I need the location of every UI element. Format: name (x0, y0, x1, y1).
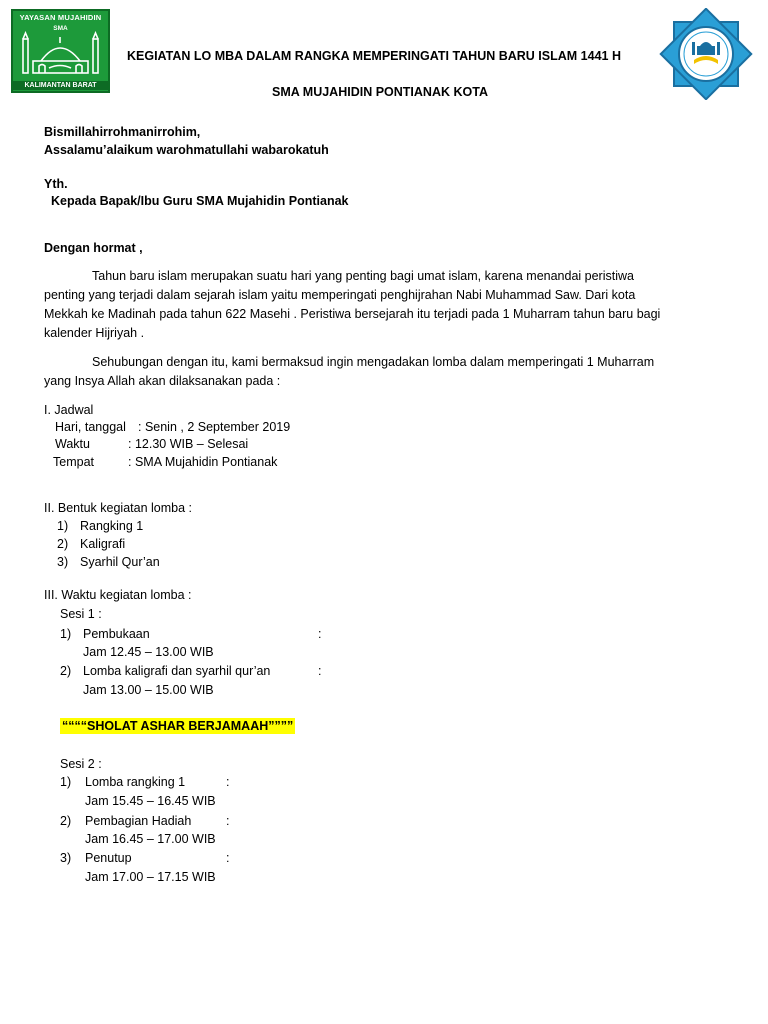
schedule-item: Pembagian Hadiah (85, 814, 192, 828)
list-item: Rangking 1 (80, 519, 144, 533)
salutation: Dengan hormat , (44, 241, 143, 255)
jadwal-label: Hari, tanggal (55, 420, 126, 434)
schedule-item: Penutup (85, 851, 132, 865)
jadwal-label: Waktu (55, 437, 90, 451)
jadwal-label: Tempat (53, 455, 94, 469)
paragraph-line: penting yang terjadi dalam sejarah islam yaitu memperingati penghijrahan Nabi Muhammad Saw. Dari kota (44, 288, 636, 302)
schedule-time: Jam 12.45 – 13.00 WIB (83, 645, 214, 659)
bentuk-heading: II. Bentuk kegiatan lomba : (44, 501, 193, 515)
list-item: Syarhil Qur’an (80, 555, 160, 569)
jadwal-value: : 12.30 WIB – Selesai (128, 437, 249, 451)
paragraph-line: Mekkah ke Madinah pada tahun 622 Masehi . Peristiwa bersejarah itu terjadi pada 1 Muharram tahun baru bagi (44, 307, 661, 321)
star-emblem-icon (656, 8, 756, 100)
list-number: 1) (57, 519, 69, 533)
sholat-highlight-text: ““““SHOLAT ASHAR BERJAMAAH”””” (62, 719, 294, 733)
schedule-item: Pembukaan (83, 627, 150, 641)
recipient-line: Kepada Bapak/Ibu Guru SMA Mujahidin Pontianak (51, 194, 349, 208)
sesi-label: Sesi 2 : (60, 757, 102, 771)
paragraph-line: Tahun baru islam merupakan suatu hari yang penting bagi umat islam, karena menandai peristiwa (92, 269, 634, 283)
waktu-heading: III. Waktu kegiatan lomba : (44, 588, 192, 602)
schedule-time: Jam 17.00 – 17.15 WIB (85, 870, 216, 884)
schedule-colon: : (226, 775, 230, 789)
list-number: 3) (60, 851, 72, 865)
schedule-colon: : (226, 851, 230, 865)
logo-top-text: YAYASAN MUJAHIDIN (19, 13, 102, 22)
sholat-highlight (60, 719, 295, 733)
yayasan-mujahidin-logo (11, 9, 110, 93)
sesi-label: Sesi 1 : (60, 607, 102, 621)
list-item: Kaligrafi (80, 537, 126, 551)
document-title: KEGIATAN LO MBA DALAM RANGKA MEMPERINGATI TAHUN BARU ISLAM 1441 H (127, 49, 621, 63)
list-number: 1) (60, 627, 72, 641)
jadwal-value: : SMA Mujahidin Pontianak (128, 455, 278, 469)
paragraph-line: kalender Hijriyah . (44, 326, 145, 340)
paragraph-line: Sehubungan dengan itu, kami bermaksud ingin mengadakan lomba dalam memperingati 1 Muharram (92, 355, 655, 369)
list-number: 2) (57, 537, 69, 551)
schedule-colon: : (226, 814, 230, 828)
list-number: 1) (60, 775, 72, 789)
jadwal-heading: I. Jadwal (44, 403, 94, 417)
logo-sub-text: SMA (53, 25, 68, 32)
schedule-time: Jam 16.45 – 17.00 WIB (85, 832, 216, 846)
list-number: 2) (60, 664, 72, 678)
yth-label: Yth. (44, 177, 68, 191)
schedule-time: Jam 13.00 – 15.00 WIB (83, 683, 214, 697)
school-name: SMA MUJAHIDIN PONTIANAK KOTA (272, 85, 488, 99)
paragraph-line: yang Insya Allah akan dilaksanakan pada : (44, 374, 281, 388)
list-number: 3) (57, 555, 69, 569)
schedule-item: Lomba rangking 1 (85, 775, 186, 789)
list-number: 2) (60, 814, 72, 828)
schedule-time: Jam 15.45 – 16.45 WIB (85, 794, 216, 808)
jadwal-value: : Senin , 2 September 2019 (138, 420, 291, 434)
school-emblem (656, 8, 756, 100)
salam-line: Assalamu’alaikum warohmatullahi wabarokatuh (44, 143, 329, 157)
bismillah-line: Bismillahirrohmanirrohim, (44, 125, 201, 139)
schedule-colon: : (318, 664, 322, 678)
mosque-icon (19, 31, 102, 75)
logo-bottom-text: KALIMANTAN BARAT (13, 81, 108, 90)
schedule-colon: : (318, 627, 322, 641)
schedule-item: Lomba kaligrafi dan syarhil qur’an (83, 664, 271, 678)
